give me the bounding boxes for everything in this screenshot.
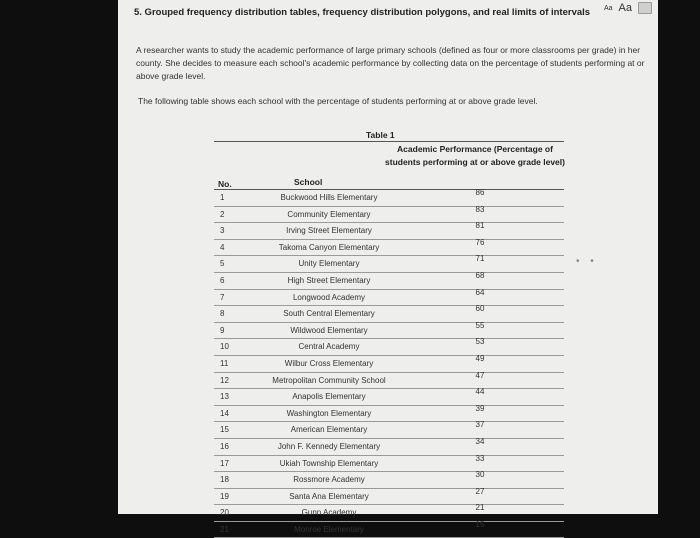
column-header-school: School: [294, 177, 323, 187]
school-name: Wilbur Cross Elementary: [284, 358, 374, 368]
row-number: 19: [220, 491, 229, 501]
print-icon[interactable]: [638, 2, 652, 14]
table-intro: The following table shows each school with the percentage of students performing at or above grade level.: [138, 96, 538, 106]
table-row: [214, 223, 564, 240]
table-row: [214, 422, 564, 439]
question-paragraph: A researcher wants to study the academic performance of large primary schools (defined as four or more classrooms per grade) in her county. She decides to measure each school's academic performance by collecting data on the percentage of students performing at or above grade level.: [136, 45, 645, 81]
performance-value: 27: [475, 486, 485, 496]
school-name: Longwood Academy: [292, 292, 366, 302]
school-name: South Central Elementary: [283, 309, 375, 319]
school-name: Monroe Elementary: [294, 524, 364, 534]
school-name: Community Elementary: [287, 209, 371, 219]
performance-value: 15: [475, 519, 485, 529]
school-name: American Elementary: [290, 425, 368, 435]
performance-value: 37: [475, 420, 485, 430]
performance-value: 53: [475, 337, 485, 347]
school-name: Central Academy: [298, 342, 360, 352]
table-row: [214, 389, 564, 406]
performance-value: 30: [475, 470, 485, 480]
table-top-rule: [214, 141, 564, 142]
school-name: Washington Elementary: [286, 408, 372, 418]
performance-value: 21: [475, 503, 485, 513]
performance-value: 49: [475, 353, 485, 363]
performance-value: 81: [475, 221, 485, 231]
decorative-dots: • •: [576, 256, 598, 267]
performance-value: 39: [475, 403, 485, 413]
school-name: Santa Ana Elementary: [289, 491, 369, 501]
row-number: 6: [220, 275, 225, 285]
row-number: 8: [220, 309, 225, 319]
row-number: 14: [220, 408, 229, 418]
row-number: 2: [220, 209, 225, 219]
performance-value: 86: [475, 188, 485, 197]
performance-value: 33: [475, 453, 485, 463]
table-row: [214, 505, 564, 522]
school-name: Gunn Academy: [301, 508, 357, 518]
table-row: [214, 403, 564, 423]
performance-value: 71: [475, 254, 485, 264]
row-number: 18: [220, 475, 229, 485]
table-row: [214, 287, 564, 307]
row-number: 10: [220, 342, 229, 352]
performance-value: 47: [475, 370, 485, 380]
question-heading: 5. Grouped frequency distribution tables, frequency distribution polygons, and real limits of intervals: [134, 7, 591, 18]
table-row: [214, 306, 564, 323]
school-name: Metropolitan Community School: [272, 375, 386, 385]
row-number: 16: [220, 441, 229, 451]
table-row: [214, 436, 564, 456]
school-name: Unity Elementary: [298, 259, 360, 269]
font-decrease-button[interactable]: Aa: [603, 4, 613, 12]
column-header-performance: Academic Performance (Percentage of students performing at or above grade level): [385, 144, 565, 167]
school-name: Irving Street Elementary: [286, 226, 372, 236]
school-name: Rossmore Academy: [293, 475, 365, 485]
table-row: [214, 204, 564, 224]
table-row: [214, 519, 564, 538]
school-name: Buckwood Hills Elementary: [280, 193, 378, 202]
school-name: Anapolis Elementary: [292, 392, 366, 402]
row-number: 15: [220, 425, 229, 435]
performance-value: 68: [475, 270, 485, 280]
column-header-no: No.: [218, 179, 232, 189]
table-row: [214, 256, 564, 273]
school-name: High Street Elementary: [287, 275, 371, 285]
table-row: [214, 486, 564, 506]
row-number: 9: [220, 325, 225, 335]
table-row: [214, 270, 564, 290]
table-row: [214, 237, 564, 257]
performance-value: 34: [475, 436, 485, 446]
row-number: 1: [220, 193, 225, 202]
row-number: 5: [220, 259, 225, 269]
table-caption: Table 1: [366, 130, 395, 140]
row-number: 20: [220, 508, 229, 518]
table-row: [214, 320, 564, 340]
table-body: [214, 190, 564, 538]
school-name: Wildwood Elementary: [290, 325, 368, 335]
performance-value: 83: [475, 204, 485, 214]
performance-value: 64: [475, 287, 485, 297]
table-row: [214, 339, 564, 356]
row-number: 11: [220, 358, 229, 368]
row-number: 3: [220, 226, 225, 236]
table-row: [214, 370, 564, 390]
document-screen: [118, 0, 658, 534]
school-name: Ukiah Township Elementary: [279, 458, 379, 468]
row-number: 4: [220, 242, 225, 252]
table-row: [214, 353, 564, 373]
row-number: 17: [220, 458, 229, 468]
row-number: 12: [220, 375, 229, 385]
table-row: [214, 190, 564, 207]
row-number: 21: [220, 524, 229, 534]
row-number: 13: [220, 392, 229, 402]
table-row: [214, 453, 564, 473]
performance-value: 60: [475, 304, 485, 314]
school-name: Takoma Canyon Elementary: [278, 242, 380, 252]
performance-value: 55: [475, 320, 485, 330]
table-row: [214, 472, 564, 489]
performance-value: 44: [475, 387, 485, 397]
performance-value: 76: [475, 237, 485, 247]
school-name: John F. Kennedy Elementary: [277, 441, 381, 451]
font-increase-button[interactable]: Aa: [618, 2, 632, 14]
row-number: 7: [220, 292, 225, 302]
reader-toolbar: [604, 2, 652, 14]
